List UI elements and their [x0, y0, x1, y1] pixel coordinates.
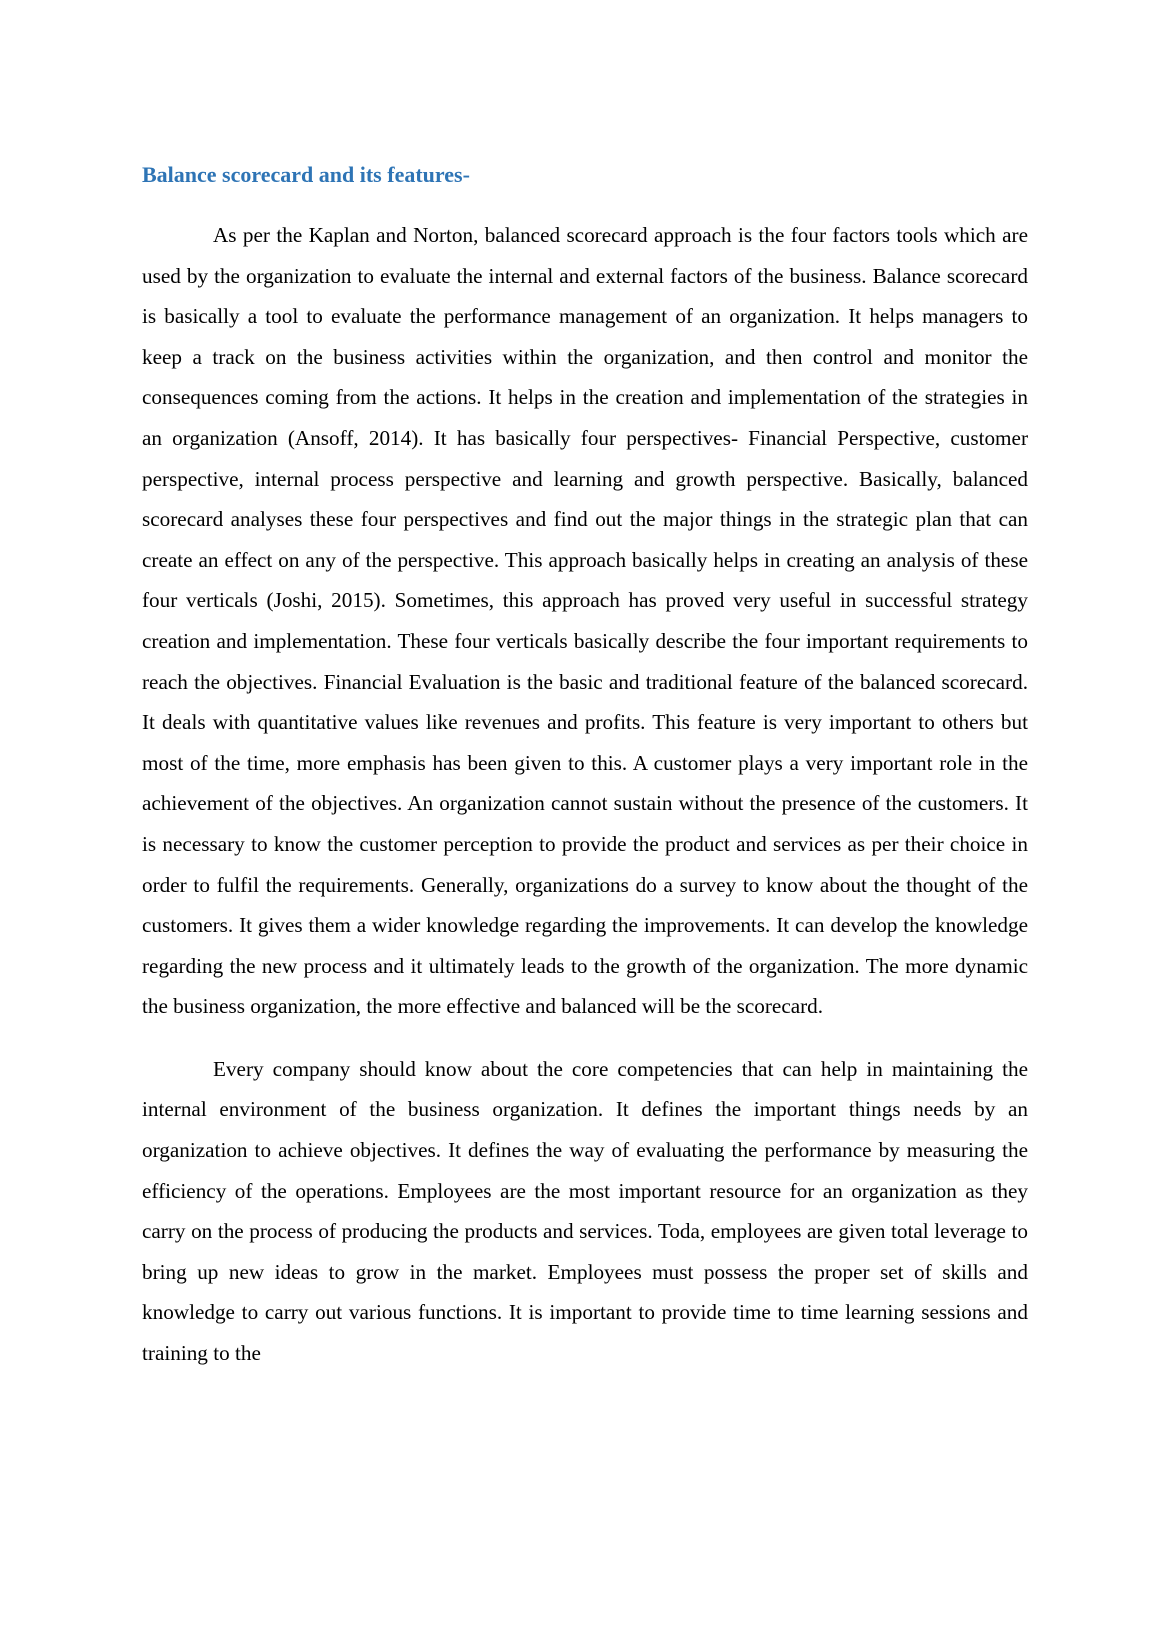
section-heading: Balance scorecard and its features- [142, 162, 470, 187]
document-body [142, 160, 1028, 1396]
body-paragraph-2: Every company should know about the core competencies that can help in maintaining the internal environment of the business organization. It defines the important things needs by an organization to achieve objectives. It defines the way of evaluating the performance by measuring the efficiency of the operations. Employees are the most important resource for an organization as they carry on the process of producing the products and services. Toda, employees are given total leverage to bring up new ideas to grow in the market. Employees must possess the proper set of skills and knowledge to carry out various functions. It is important to provide time to time learning sessions and training to the [142, 1056, 1028, 1366]
body-paragraph-1: As per the Kaplan and Norton, balanced scorecard approach is the four factors tools which are used by the organization to evaluate the internal and external factors of the business. Balance scorecard is basically a tool to evaluate the performance management of an organization. It helps managers to keep a track on the business activities within the organization, and then control and monitor the consequences coming from the actions. It helps in the creation and implementation of the strategies in an organization (Ansoff, 2014). It has basically four perspectives- Financial Perspective, customer perspective, internal process perspective and learning and growth perspective. Basically, balanced scorecard analyses these four perspectives and find out the major things in the strategic plan that can create an effect on any of the perspective. This approach basically helps in creating an analysis of these four verticals (Joshi, 2015). Sometimes, this approach has proved very useful in successful strategy creation and implementation. These four verticals basically describe the four important requirements to reach the objectives. Financial Evaluation is the basic and traditional feature of the balanced scorecard. It deals with quantitative values like revenues and profits. This feature is very important to others but most of the time, more emphasis has been given to this. A customer plays a very important role in the achievement of the objectives. An organization cannot sustain without the presence of the customers. It is necessary to know the customer perception to provide the product and services as per their choice in order to fulfil the requirements. Generally, organizations do a survey to know about the thought of the customers. It gives them a wider knowledge regarding the improvements. It can develop the knowledge regarding the new process and it ultimately leads to the growth of the organization. The more dynamic the business organization, the more effective and balanced will be the scorecard. [142, 223, 1028, 1019]
